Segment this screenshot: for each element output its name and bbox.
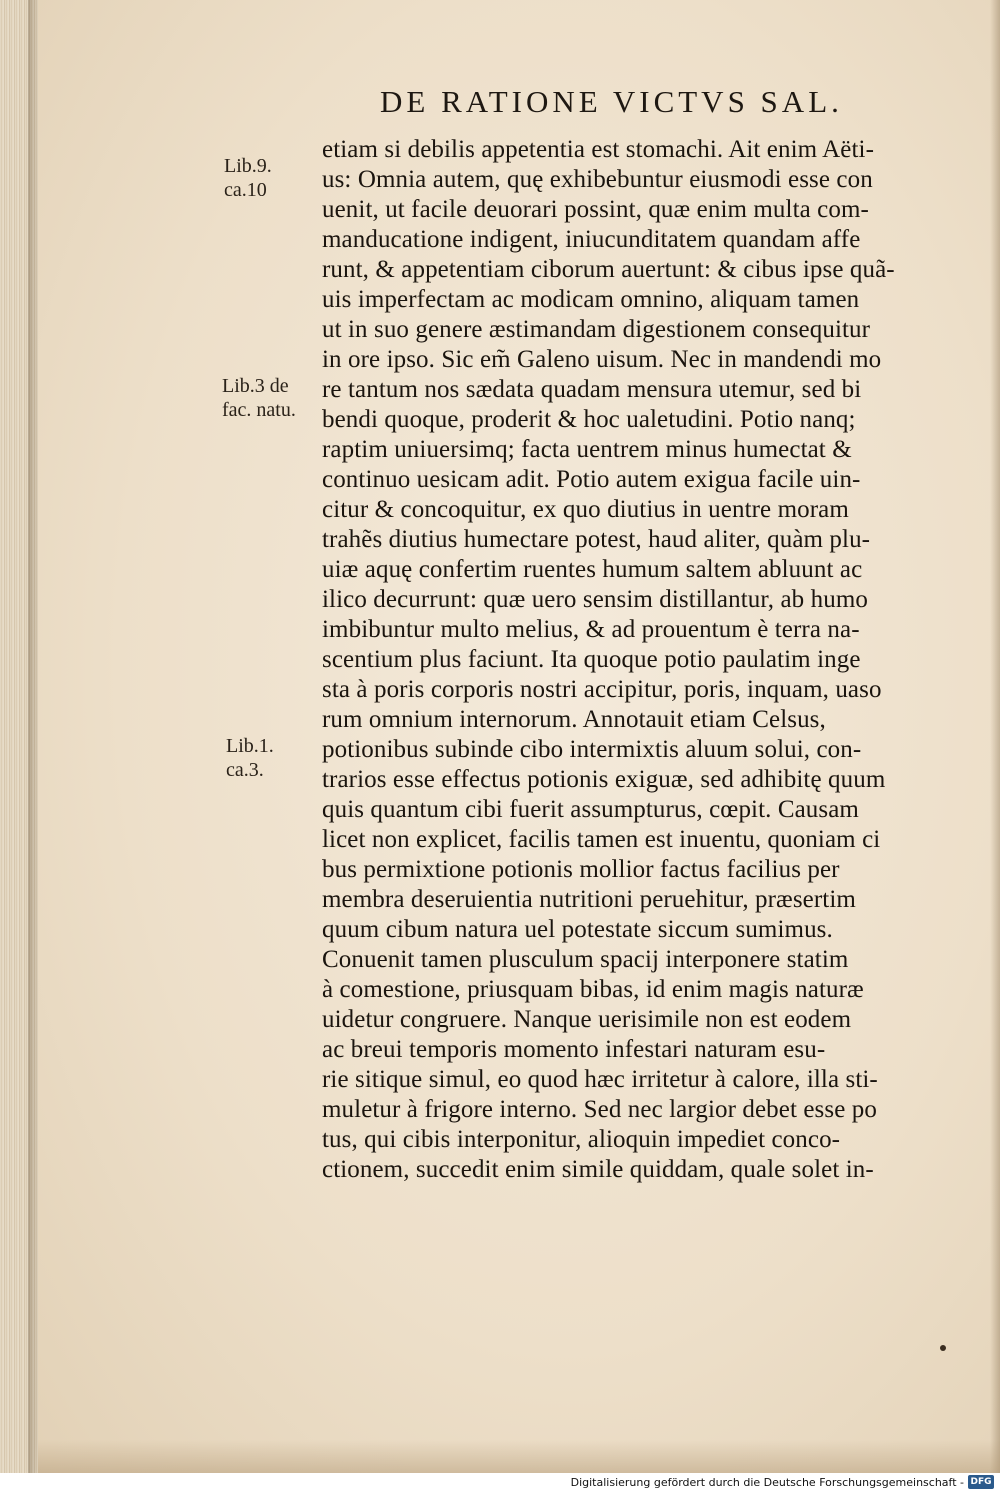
margin-note-line: Lib.1. [226, 735, 274, 757]
text-line: uis imperfectam ac modicam omnino, aliquam tamen [322, 286, 860, 313]
text-line: etiam si debilis appetentia est stomachi. Ait enim Aëti- [322, 136, 875, 163]
text-line: imbibuntur multo melius, & ad prouentum è terra na- [322, 616, 860, 643]
margin-note-line: Lib.3 de [222, 375, 289, 397]
text-line: citur & concoquitur, ex quo diutius in uentre moram [322, 496, 849, 523]
ink-spot [940, 1345, 946, 1351]
margin-note-line: fac. natu. [222, 399, 296, 421]
text-line: bendi quoque, proderit & hoc ualetudini. Potio nanq; [322, 406, 856, 433]
margin-note-line: ca.10 [224, 179, 267, 201]
text-line: uidetur congruere. Nanque uerisimile non est eodem [322, 1006, 852, 1033]
margin-note-2 [222, 374, 296, 422]
text-line: licet non explicet, facilis tamen est inuentu, quoniam ci [322, 826, 881, 853]
text-line: manducatione indigent, iniucunditatem quandam affe [322, 226, 861, 253]
text-line: uiæ aquę confertim ruentes humum saltem abluunt ac [322, 556, 863, 583]
text-line: bus permixtione potionis mollior factus facilius per [322, 856, 840, 883]
text-line: scentium plus faciunt. Ita quoque potio paulatim inge [322, 646, 861, 673]
dfg-logo[interactable]: DFG [968, 1475, 994, 1489]
text-line: uenit, ut facile deuorari possint, quæ enim multa com- [322, 196, 869, 223]
text-line: re tantum nos sædata quadam mensura utemur, sed bi [322, 376, 862, 403]
text-line: ut in suo genere æstimandam digestionem consequitur [322, 316, 871, 343]
text-line: us: Omnia autem, quę exhibebuntur eiusmodi esse con [322, 166, 873, 193]
text-line: quis quantum cibi fuerit assumpturus, cœpit. Causam [322, 796, 859, 823]
text-line: à comestione, priusquam bibas, id enim magis naturæ [322, 976, 864, 1003]
text-line: tus, qui cibis interponitur, alioquin impediet conco- [322, 1126, 841, 1153]
footer-bar [0, 1473, 1000, 1493]
text-line: continuo uesicam adit. Potio autem exigua facile uin- [322, 466, 861, 493]
text-line: membra deseruientia nutritioni peruehitur, præsertim [322, 886, 856, 913]
running-title: DE RATIONE VICTVS SAL. [380, 84, 843, 119]
margin-note-3 [226, 734, 274, 782]
text-line: raptim uniuersimq; facta uentrem minus humectat & [322, 436, 852, 463]
margin-note-1 [224, 154, 272, 202]
text-line: Conuenit tamen plusculum spacij interponere statim [322, 946, 849, 973]
text-line: in ore ipso. Sic em̃ Galeno uisum. Nec in mandendi mo [322, 346, 882, 373]
text-line: ctionem, succedit enim simile quiddam, quale solet in- [322, 1156, 874, 1183]
margin-note-line: Lib.9. [224, 155, 272, 177]
text-line: ac breui temporis momento infestari naturam esu- [322, 1036, 826, 1063]
text-line: trahẽs diutius humectare potest, haud aliter, quàm plu- [322, 526, 871, 553]
text-line: rum omnium internorum. Annotauit etiam Celsus, [322, 706, 826, 733]
margin-note-line: ca.3. [226, 759, 264, 781]
text-line: trarios esse effectus potionis exiguæ, sed adhibitę quum [322, 766, 886, 793]
text-line: ilico decurrunt: quæ uero sensim distillantur, ab humo [322, 586, 868, 613]
funding-notice: Digitalisierung gefördert durch die Deutsche Forschungsgemeinschaft - [570, 1476, 964, 1489]
text-line: rie sitique simul, eo quod hæc irritetur à calore, illa sti- [322, 1066, 878, 1093]
text-line: sta à poris corporis nostri accipitur, poris, inquam, uaso [322, 676, 882, 703]
text-line: quum cibum natura uel potestate siccum sumimus. [322, 916, 833, 943]
text-line: muletur à frigore interno. Sed nec largior debet esse po [322, 1096, 877, 1123]
text-line: potionibus subinde cibo intermixtis aluum solui, con- [322, 736, 862, 763]
text-line: runt, & appetentiam ciborum auertunt: & cibus ipse quã- [322, 256, 895, 283]
